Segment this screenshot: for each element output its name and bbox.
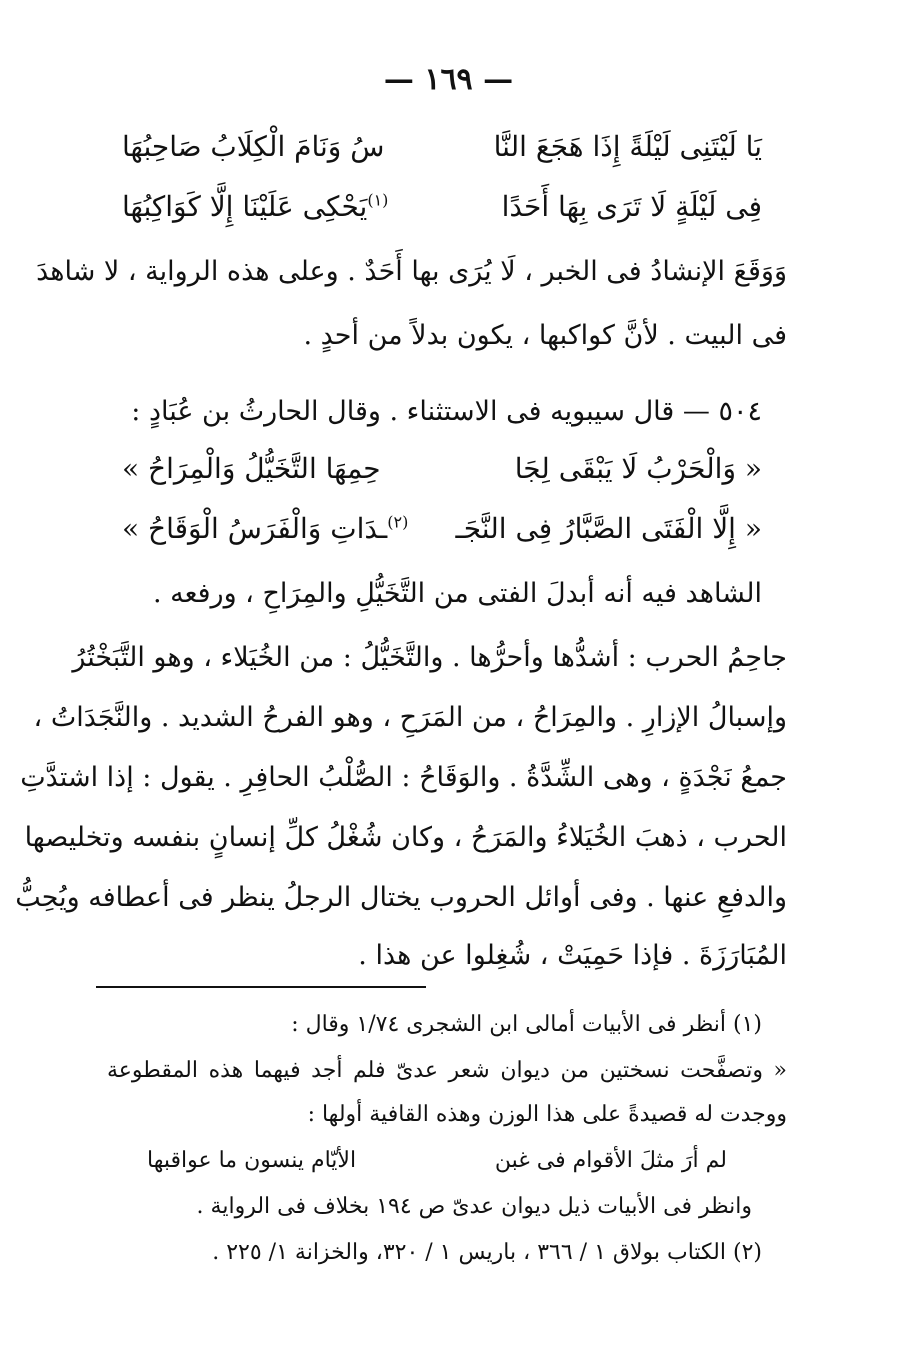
verse-first-hemistich: « إِلَّا الْفَتَى الصَّبَّارُ فِى النَّجَـ [455, 512, 762, 545]
section-heading: ٥٠٤ — قال سيبويه فى الاستثناء . وقال الحارثُ بن عُبَادٍ : [131, 396, 762, 427]
verse-line [122, 512, 762, 562]
verse-second-hemistich [122, 512, 412, 545]
footnote-mark: (١) [367, 190, 389, 210]
paragraph-line: وإسبالُ الإزارِ . والمِرَاحُ ، من المَرَحِ ، وهو الفرحُ الشديد . والنَّجَدَاتُ ، [33, 702, 787, 733]
verse-first-hemistich: « وَالْحَرْبُ لَا يَبْقَى لِجَا [514, 452, 762, 485]
verse-line [122, 190, 762, 240]
shahid-line: الشاهد فيه أنه أبدلَ الفتى من التَّخَيُّلِ والمِرَاحِ ، ورفعه . [152, 578, 762, 609]
footnote-divider [96, 986, 426, 988]
footnote-line: ووجدت له قصيدةً على هذا الوزن وهذه القافية أولها : [307, 1102, 787, 1127]
paragraph-line: الحرب ، ذهبَ الخُيَلاءُ والمَرَحُ ، وكان شُغْلُ كلِّ إنسانٍ بنفسه وتخليصها [24, 822, 787, 853]
footnote-line: (١) أنظر فى الأبيات أمالى ابن الشجرى ١/٧٤ وقال : [291, 1012, 762, 1037]
verse-first-hemistich: لم أرَ مثلَ الأقوام فى غبن [494, 1148, 727, 1173]
verse-second-hemistich: سُ وَنَامَ الْكِلَابُ صَاحِبُهَا [122, 130, 385, 163]
footnote-mark: (٢) [387, 512, 409, 532]
footnote-line: وانظر فى الأبيات ذيل ديوان عدىّ ص ١٩٤ بخلاف فى الرواية . [196, 1194, 752, 1219]
page-number: — ١٦٩ — [383, 62, 514, 97]
verse-second-hemistich [122, 190, 412, 223]
verse-first-hemistich: يَا لَيْتَنِى لَيْلَةً إِذَا هَجَعَ النَّا [493, 130, 762, 163]
verse-second-hemistich: حِمِهَا التَّخَيُّلُ وَالْمِرَاحُ » [122, 452, 381, 485]
footnote-line: « وتصفَّحت نسختين من ديوان شعر عدىّ فلم أجد فيهما هذه المقطوعة [107, 1058, 787, 1083]
verse-second-hemistich-text: ـدَاتِ وَالْفَرَسُ الْوَقَاحُ » [122, 512, 388, 545]
verse-second-hemistich-text: يَحْكِى عَلَيْنَا إِلَّا كَوَاكِبُهَا [122, 190, 368, 223]
verse-second-hemistich: الأيّام ينسون ما عواقبها [147, 1148, 357, 1173]
verse-line [122, 452, 762, 502]
paragraph-line: جمعُ نَجْدَةٍ ، وهى الشِّدَّةُ . والوَقَاحُ : الصُّلْبُ الحافِرِ . يقول : إذا اشتدَّتِ [20, 762, 787, 793]
paragraph-line: المُبَارَزَةَ . فإذا حَمِيَتْ ، شُغِلوا عن هذا . [358, 940, 787, 971]
paragraph-line: والدفعِ عنها . وفى أوائل الحروب يختال الرجلُ ينظر فى أعطافه ويُحِبُّ [15, 882, 787, 913]
paragraph-line: فى البيت . لأنَّ كواكبها ، يكون بدلاً من أحدٍ . [303, 320, 787, 351]
verse-line [122, 130, 762, 180]
verse-first-hemistich: فِى لَيْلَةٍ لَا تَرَى بِهَا أَحَدًا [501, 190, 762, 223]
paragraph-line: وَوَقَعَ الإنشادُ فى الخبر ، لَا يُرَى بها أَحَدٌ . وعلى هذه الرواية ، لا شاهدَ [36, 256, 787, 287]
paragraph-line: جاحِمُ الحرب : أشدُّها وأحرُّها . والتَّخَيُّلُ : من الخُيَلاء ، وهو التَّبَخْتُرُ [72, 642, 787, 673]
footnote-line: (٢) الكتاب بولاق ١ / ٣٦٦ ، باريس ١ / ٣٢٠، والخزانة ١/ ٢٢٥ . [212, 1240, 762, 1265]
